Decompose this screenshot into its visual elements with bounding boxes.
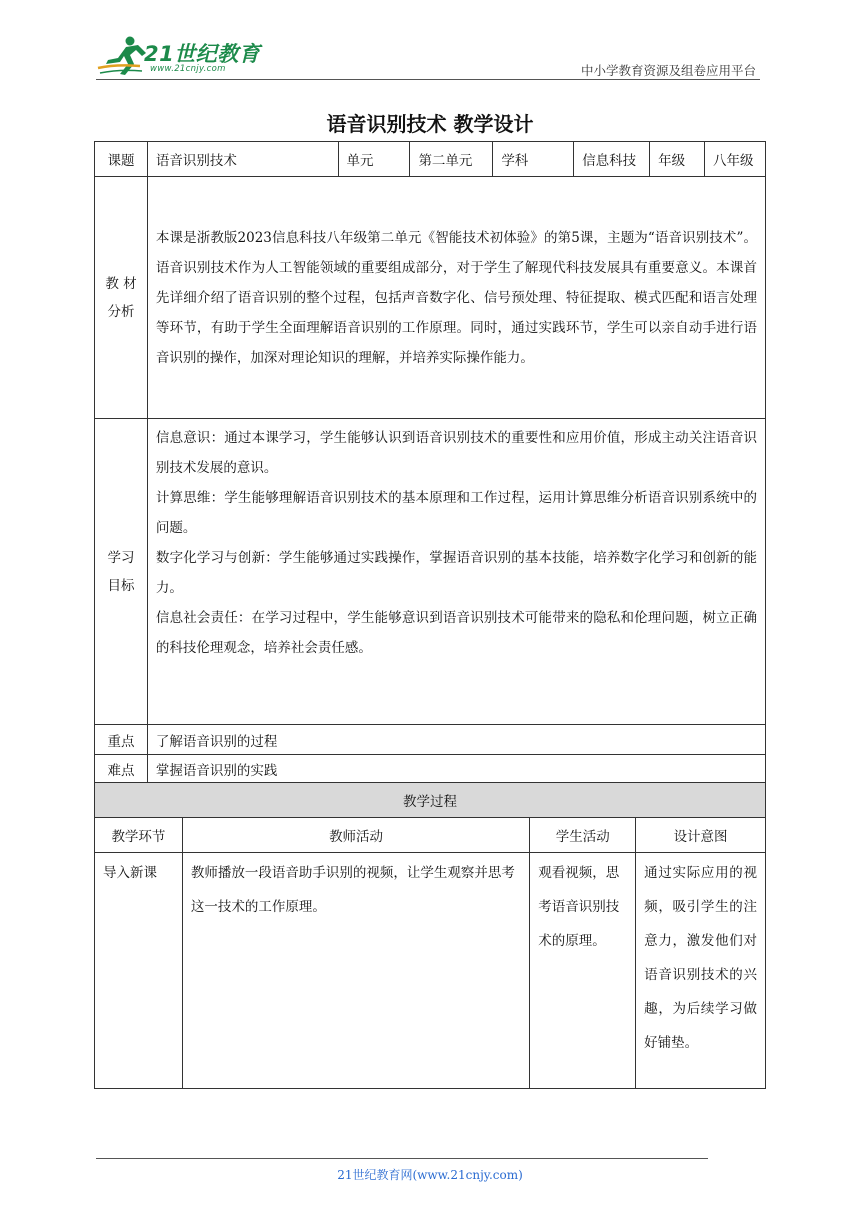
objectives-row bbox=[95, 419, 766, 725]
header-stage: 教学环节 bbox=[95, 818, 183, 853]
difficulty-label: 难点 bbox=[95, 755, 148, 784]
objective-item: 计算思维：学生能够理解语音识别技术的基本原理和工作过程，运用计算思维分析语音识别系统中的问题。 bbox=[155, 490, 757, 536]
document-title: 语音识别技术 教学设计 bbox=[326, 112, 534, 136]
logo-text: 21世纪教育 bbox=[144, 42, 261, 66]
header-divider bbox=[96, 79, 760, 80]
difficulty-text: 掌握语音识别的实践 bbox=[147, 755, 765, 784]
subject-label: 学科 bbox=[493, 142, 574, 177]
header-teacher: 教师活动 bbox=[182, 818, 529, 853]
objectives-content bbox=[147, 419, 765, 725]
row-intent: 通过实际应用的视频，吸引学生的注意力，激发他们对语音识别技术的兴趣，为后续学习做好铺垫。 bbox=[636, 853, 766, 1089]
row-teacher: 教师播放一段语音助手识别的视频，让学生观察并思考这一技术的工作原理。 bbox=[182, 853, 529, 1089]
objective-item: 数字化学习与创新：学生能够通过实践操作，掌握语音识别的基本技能，培养数字化学习和创新的能力。 bbox=[155, 550, 757, 596]
footer-link[interactable]: 21世纪教育网(www.21cnjy.com) bbox=[337, 1168, 523, 1182]
objective-item: 信息意识：通过本课学习，学生能够认识到语音识别技术的重要性和应用价值，形成主动关注语音识别技术发展的意识。 bbox=[155, 430, 757, 476]
topic-label: 课题 bbox=[95, 142, 148, 177]
platform-name: 中小学教育资源及组卷应用平台 bbox=[580, 63, 756, 78]
key-point-text: 了解语音识别的过程 bbox=[147, 725, 765, 755]
subject-value: 信息科技 bbox=[574, 142, 650, 177]
key-point-label: 重点 bbox=[95, 725, 148, 755]
grade-label: 年级 bbox=[650, 142, 705, 177]
process-title-row bbox=[95, 783, 766, 818]
process-header-row bbox=[95, 818, 766, 853]
objectives-label bbox=[95, 419, 148, 725]
info-row bbox=[95, 142, 766, 177]
difficulty-row bbox=[95, 755, 766, 784]
objectives-label-line1: 学习 bbox=[107, 549, 135, 566]
logo-url: www.21cnjy.com bbox=[150, 64, 226, 74]
unit-label: 单元 bbox=[338, 142, 410, 177]
row-student: 观看视频，思考语音识别技术的原理。 bbox=[530, 853, 636, 1089]
analysis-label-line2: 分析 bbox=[107, 303, 135, 320]
header-intent: 设计意图 bbox=[636, 818, 766, 853]
process-row bbox=[95, 853, 766, 1089]
teaching-process-table bbox=[94, 782, 766, 1089]
key-point-row bbox=[95, 725, 766, 755]
analysis-row bbox=[95, 177, 766, 419]
process-title: 教学过程 bbox=[95, 783, 766, 818]
lesson-info-table bbox=[94, 141, 766, 784]
footer-divider bbox=[96, 1158, 708, 1159]
objective-item: 信息社会责任：在学习过程中，学生能够意识到语音识别技术可能带来的隐私和伦理问题，树立正确的科技伦理观念，培养社会责任感。 bbox=[155, 610, 757, 656]
analysis-label bbox=[95, 177, 148, 419]
objectives-label-line2: 目标 bbox=[107, 577, 135, 594]
grade-value: 八年级 bbox=[705, 142, 766, 177]
header-student: 学生活动 bbox=[530, 818, 636, 853]
analysis-label-line1: 教 材 bbox=[105, 275, 137, 292]
topic-value: 语音识别技术 bbox=[147, 142, 338, 177]
analysis-paragraph: 本课是浙教版2023信息科技八年级第二单元《智能技术初体验》的第5课，主题为“语音识别技术”。语音识别技术作为人工智能领域的重要组成部分，对于学生了解现代科技发展具有重要意义。本课首先详细介绍了语音识别的整个过程，包括声音数字化、信号预处理、特征提取、模式匹配和语言处理等环节，有助于学生全面理解语音识别的工作原理。同时，通过实践环节，学生可以亲自动手进行语音识别的操作，加深对理论知识的理解，并培养实际操作能力。 bbox=[155, 229, 757, 366]
analysis-text bbox=[147, 177, 765, 419]
row-stage: 导入新课 bbox=[95, 853, 183, 1089]
unit-value: 第二单元 bbox=[410, 142, 493, 177]
